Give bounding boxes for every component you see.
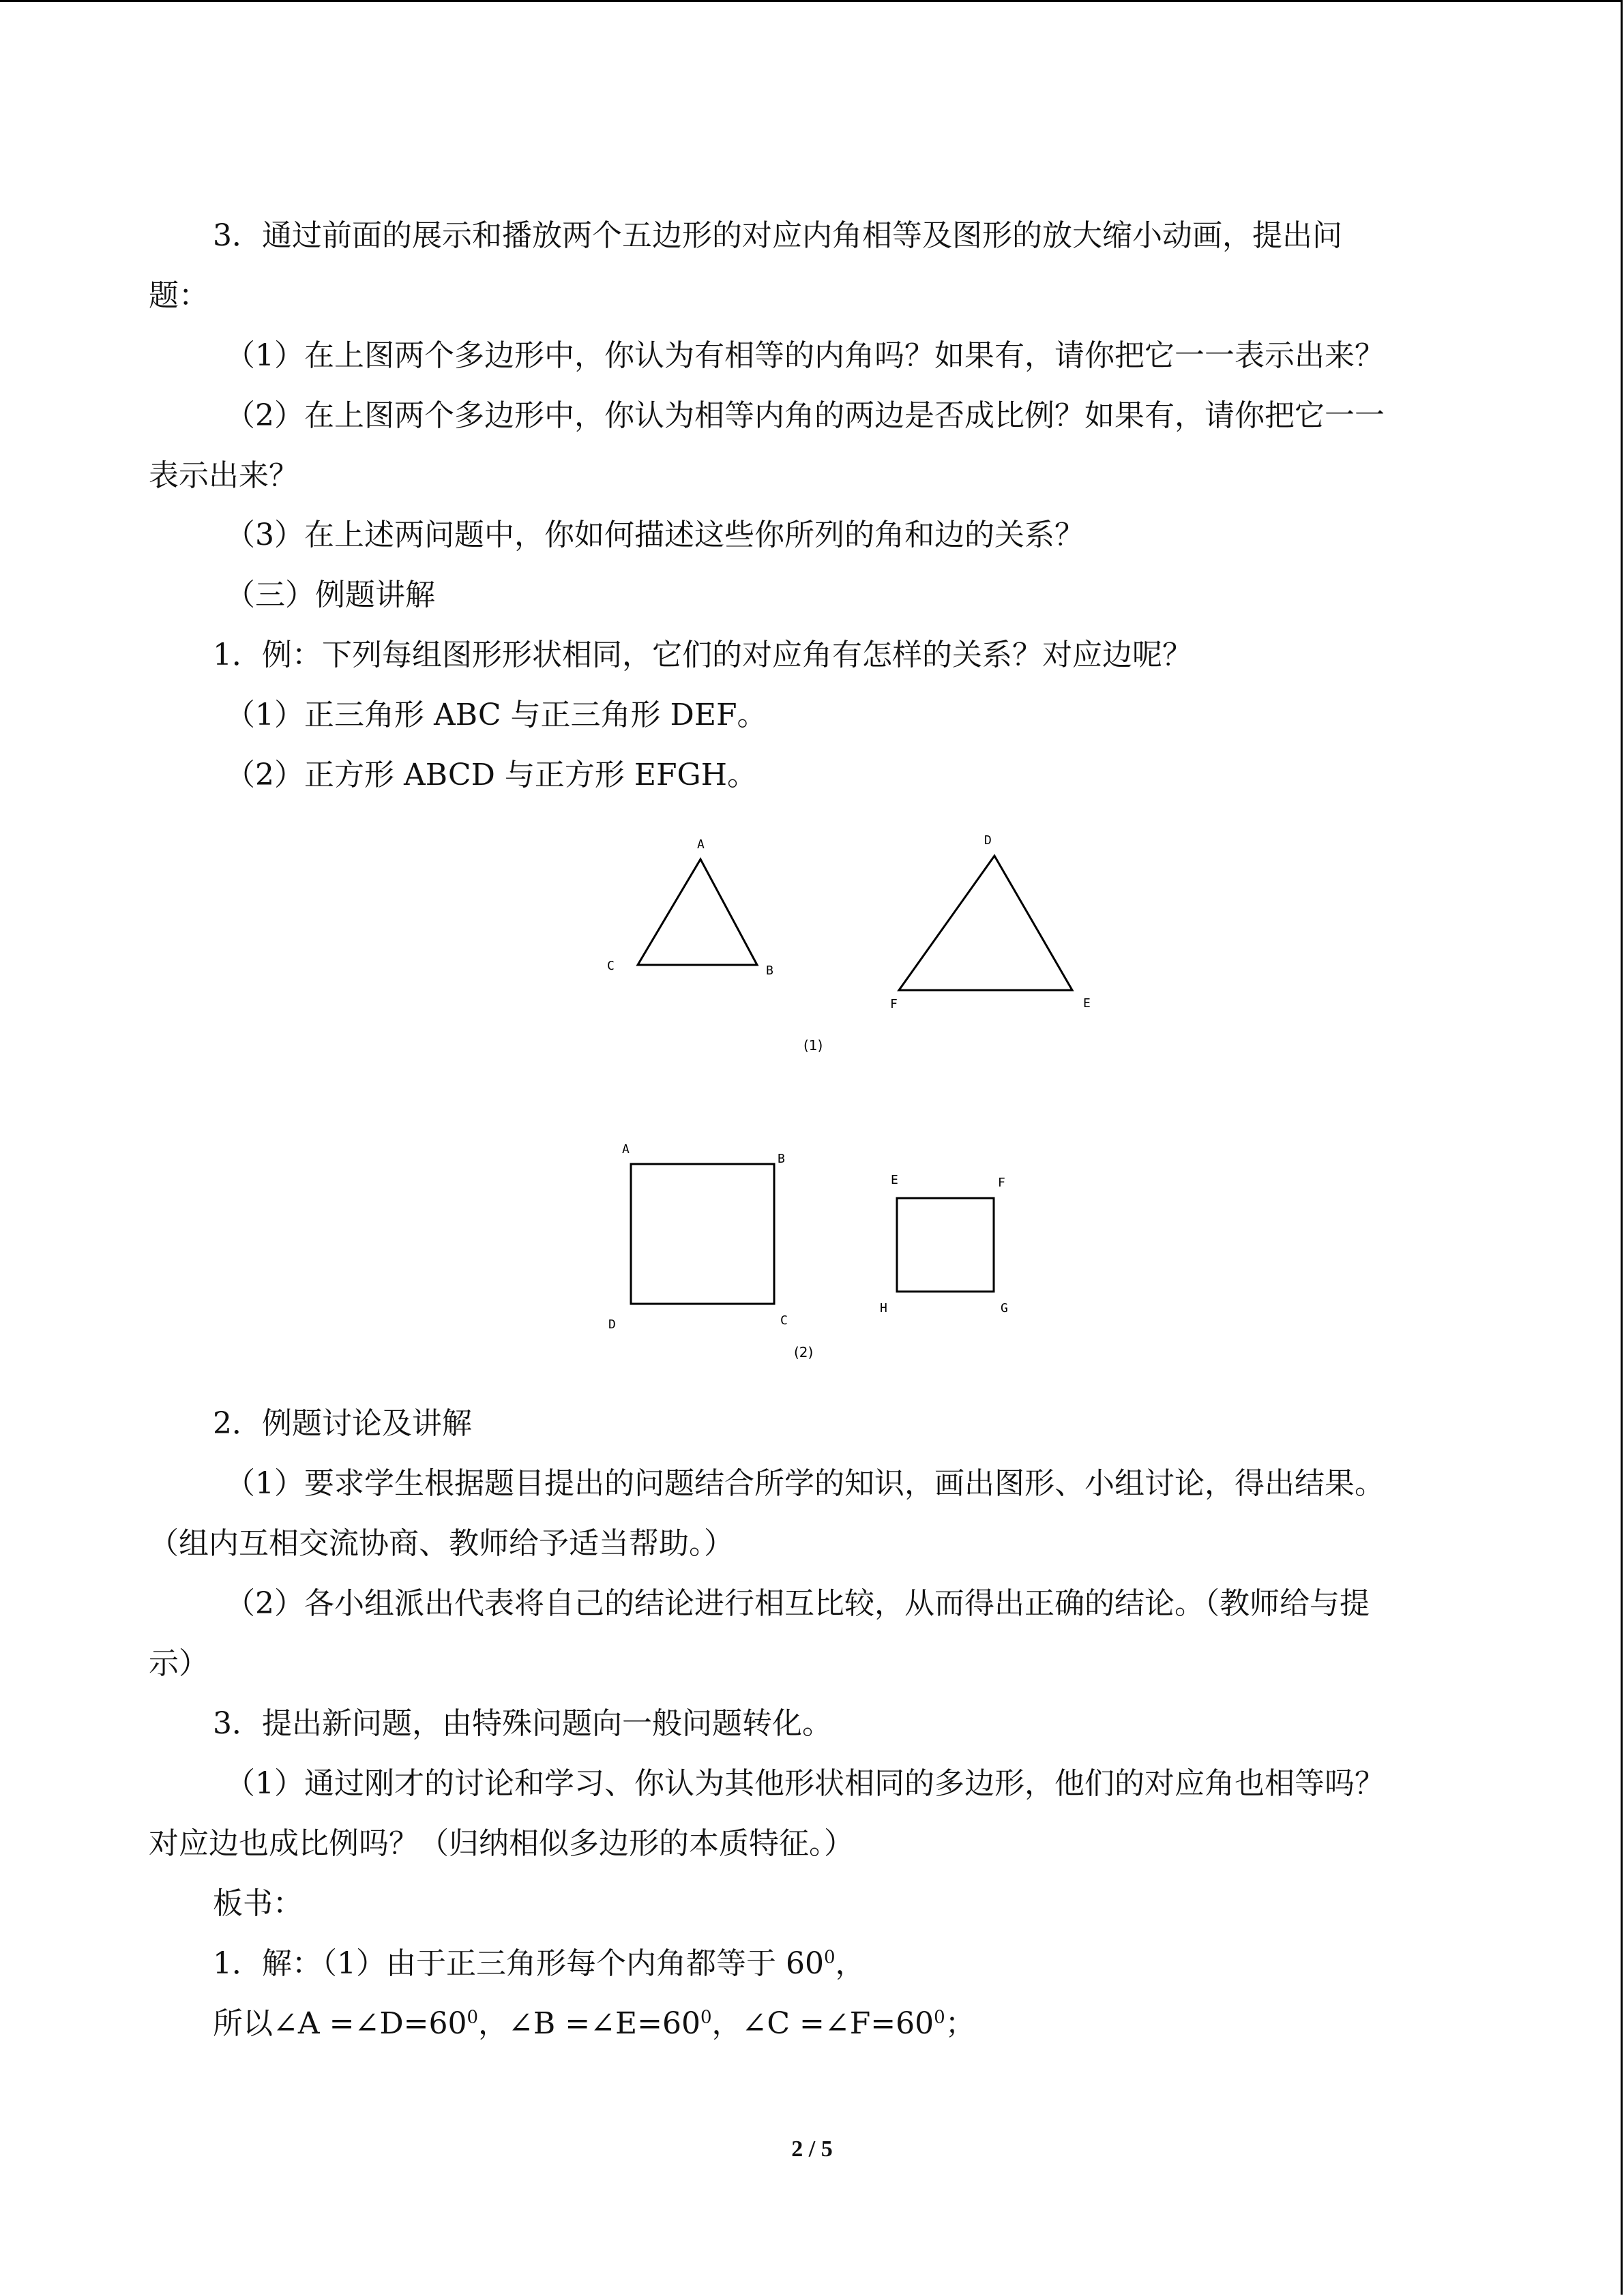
question-3: （3）在上述两问题中，你如何描述这些你所列的角和边的关系？ xyxy=(225,518,1084,552)
paragraph-3-line2: 题： xyxy=(149,278,209,313)
question-1: （1）在上图两个多边形中，你认为有相等的内角吗？如果有，请你把它一一表示出来？ xyxy=(225,338,1385,373)
degree-superscript: 0 xyxy=(467,2007,479,2028)
square-efgh xyxy=(897,1198,994,1292)
square-abcd xyxy=(631,1164,774,1304)
degree-superscript: 0 xyxy=(934,2007,945,2028)
squares-figure xyxy=(593,1132,1112,1371)
label-h-square: H xyxy=(880,1301,887,1315)
discussion-1-line2: （组内互相交流协商、教师给予适当帮助。） xyxy=(149,1526,734,1561)
question-2-line1: （2）在上图两个多边形中，你认为相等内角的两边是否成比例？如果有，请你把它一一 xyxy=(225,398,1385,433)
degree-superscript: 0 xyxy=(700,2007,712,2028)
solution-line2-end: ； xyxy=(945,2006,975,2041)
label-e-square: E xyxy=(891,1173,898,1187)
label-c-square: C xyxy=(780,1313,788,1328)
example-3-heading: 3．提出新问题，由特殊问题向一般问题转化。 xyxy=(213,1706,832,1741)
solution-line1-text: 1．解：（1）由于正三角形每个内角都等于 60 xyxy=(213,1946,824,1981)
label-b-triangle: B xyxy=(766,964,773,978)
label-d-triangle: D xyxy=(984,833,992,848)
label-b-square: B xyxy=(778,1152,785,1166)
example-1-item-2: （2）正方形 ABCD 与正方形 EFGH。 xyxy=(225,758,757,792)
solution-line1 xyxy=(213,1943,866,1984)
label-f-square: F xyxy=(998,1176,1005,1190)
label-f-triangle: F xyxy=(890,997,898,1011)
triangle-abc xyxy=(638,859,757,965)
label-d-square: D xyxy=(608,1317,616,1332)
angle-a-d: 所以∠A =∠D=60 xyxy=(213,2006,467,2041)
label-c-triangle: C xyxy=(607,959,615,973)
section-heading-examples: （三）例题讲解 xyxy=(225,578,435,612)
label-a-square: A xyxy=(622,1142,630,1157)
discussion-2-line2: 示） xyxy=(149,1646,209,1681)
angle-b-e: ，∠B =∠E=60 xyxy=(478,2006,700,2041)
degree-superscript: 0 xyxy=(823,1947,836,1968)
question-2-line2: 表示出来？ xyxy=(149,458,299,493)
example-1: 1．例：下列每组图形形状相同，它们的对应角有怎样的关系？对应边呢？ xyxy=(213,638,1192,672)
page-number: 2 / 5 xyxy=(791,2136,833,2162)
blackboard-heading: 板书： xyxy=(213,1886,303,1921)
example-1-item-1: （1）正三角形 ABC 与正三角形 DEF。 xyxy=(225,698,767,732)
paragraph-3-line1: 3．通过前面的展示和播放两个五边形的对应内角相等及图形的放大缩小动画，提出问 xyxy=(213,218,1342,253)
solution-line2 xyxy=(213,2003,975,2044)
discussion-2-line1: （2）各小组派出代表将自己的结论进行相互比较，从而得出正确的结论。（教师给与提 xyxy=(225,1586,1370,1621)
figure-caption-1: (1) xyxy=(803,1037,823,1054)
label-e-triangle: E xyxy=(1083,996,1091,1011)
discussion-1-line1: （1）要求学生根据题目提出的问题结合所学的知识，画出图形、小组讨论，得出结果。 xyxy=(225,1466,1385,1501)
new-question-line1: （1）通过刚才的讨论和学习、你认为其他形状相同的多边形，他们的对应角也相等吗？ xyxy=(225,1766,1385,1801)
label-a-triangle: A xyxy=(697,837,705,852)
triangles-figure xyxy=(593,825,1112,1071)
label-g-square: G xyxy=(1001,1301,1008,1315)
example-2-heading: 2．例题讨论及讲解 xyxy=(213,1406,472,1441)
angle-c-f: ，∠C =∠F=60 xyxy=(711,2006,934,2041)
triangle-def xyxy=(899,856,1072,990)
new-question-line2: 对应边也成比例吗？（归纳相似多边形的本质特征。） xyxy=(149,1826,854,1861)
solution-line1-end: ， xyxy=(835,1946,866,1981)
figure-caption-2: (2) xyxy=(794,1344,814,1360)
